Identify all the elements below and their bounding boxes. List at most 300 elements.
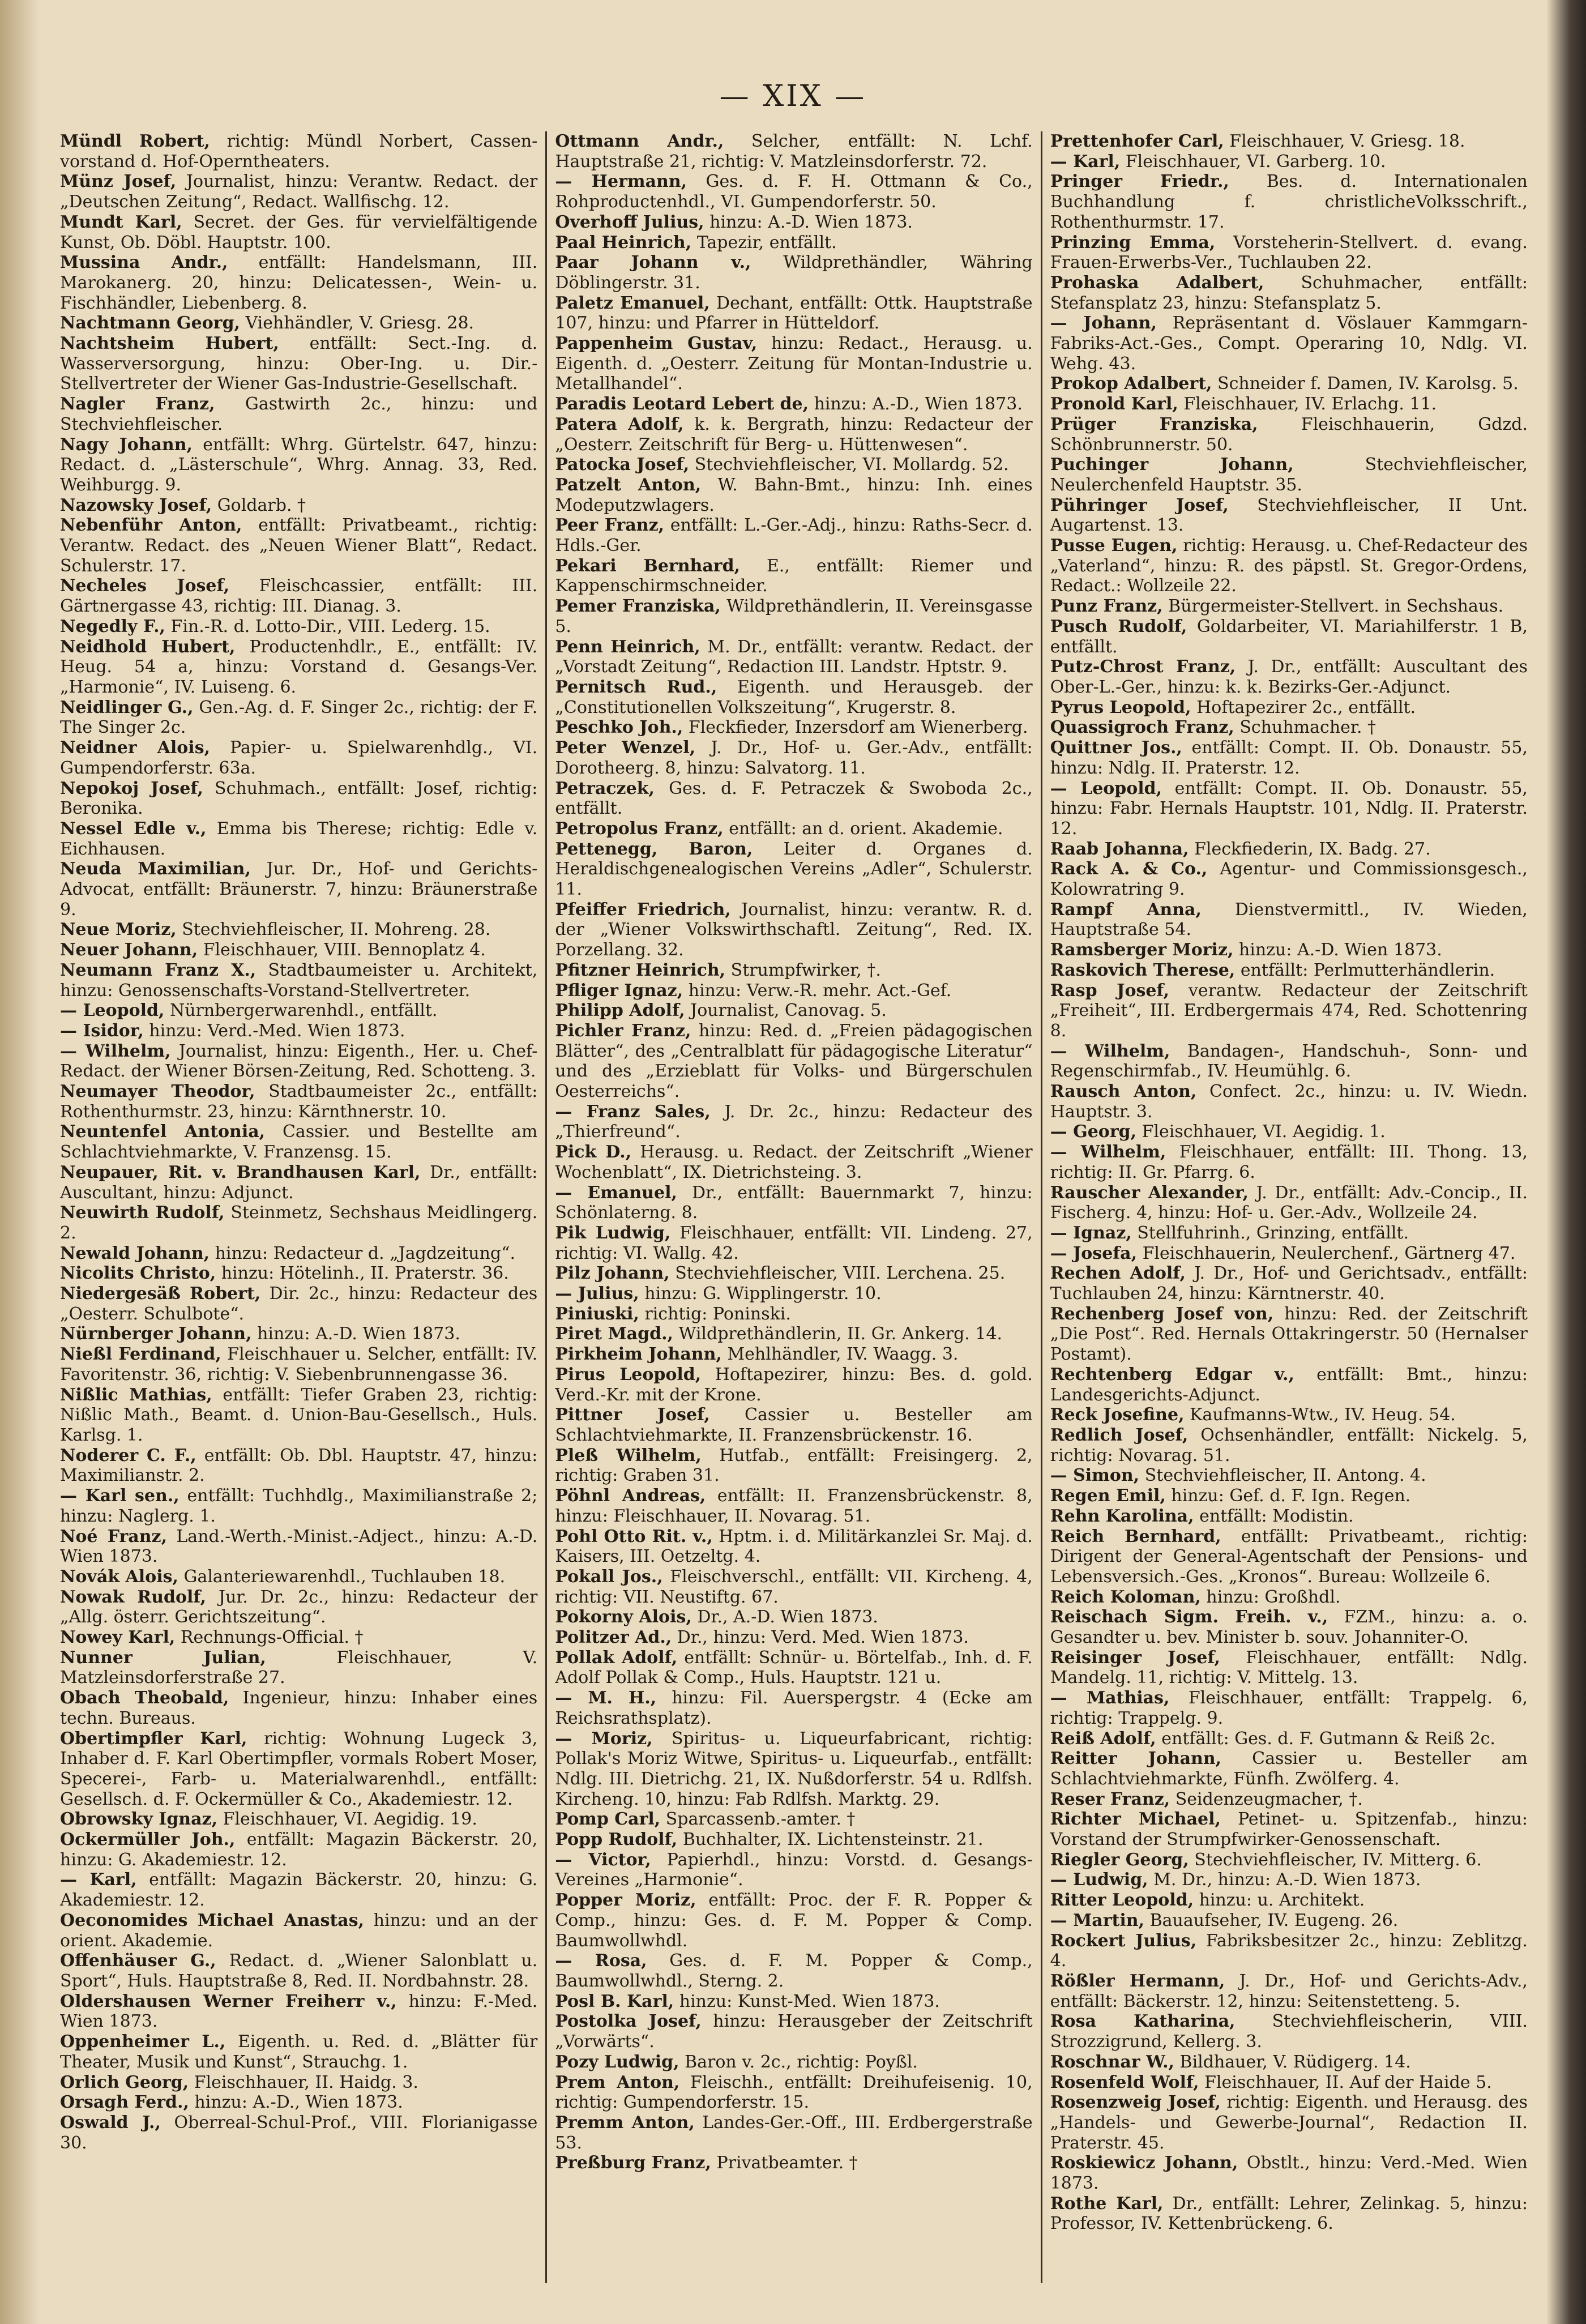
entry-name: Pusch Rudolf, [1050,616,1187,636]
entry-name: Obach Theobald, [60,1688,229,1708]
entry-text: Petinet- u. Spitzenfab., hinzu: Vorstand der Strumpfwirker-Genossenschaft. [1050,1809,1528,1850]
entry-name: — Martin, [1050,1910,1145,1930]
entry-name: Pichler Franz, [555,1020,691,1041]
directory-entry [555,131,1032,172]
entry-name: Postolka Josef, [555,2011,702,2032]
entry-text: Dienstvermittl., IV. Wieden, Hauptstraße 54. [1050,899,1528,940]
entry-name: Obertimpfler Karl, [60,1728,247,1749]
directory-entry [60,1992,537,2032]
directory-entry [555,1567,1032,1607]
entry-text: k. k. Bergrath, hinzu: Redacteur der „Oesterr. Zeitschrift für Berg- u. Hüttenwesen“. [555,414,1033,455]
entry-text: hinzu: Verw.-R. mehr. Act.-Gef. [683,980,952,1001]
directory-entry [60,1163,537,1203]
entry-text: Eigenth. u. Red. d. „Blätter für Theater, Musik und Kunst“, Strauchg. 1. [60,2032,538,2072]
entry-text: Stechviehfleischer, VIII. Lerchena. 25. [669,1263,1006,1284]
entry-name: — Simon, [1050,1466,1140,1486]
entry-text: Dr., hinzu: Verd. Med. Wien 1873. [672,1627,969,1648]
entry-name: Prüger Franziska, [1050,414,1258,434]
directory-entry [60,172,537,212]
directory-entry [555,2153,1032,2173]
entry-text: Schneider f. Damen, IV. Karolsg. 5. [1212,374,1519,394]
entry-name: Negedly F., [60,616,165,636]
entry-text: Fleischhauer, V. Griesg. 18. [1224,131,1465,151]
entry-text: Stadtbaumeister 2c., entfällt: Rothenthurmstr. 23, hinzu: Kärnthnerstr. 10. [60,1082,538,1122]
entry-name: Patera Adolf, [555,414,684,434]
entry-name: Rauscher Alexander, [1050,1182,1249,1203]
entry-text: entfällt: Tiefer Graben 23, richtig: Nißlic Math., Beamt. d. Union-Bau-Gesellsch., Huls. Karlsg. 1. [60,1385,538,1445]
directory-entry [60,576,537,616]
entry-name: Premm Anton, [555,2112,695,2133]
directory-entry [60,1001,537,1021]
entry-name: Reich Koloman, [1050,1587,1201,1607]
entry-text: Stechviehfleischer, VI. Mollardg. 52. [689,455,1009,475]
directory-entry [60,637,537,698]
entry-name: Petraczek, [555,778,655,798]
entry-name: Noé Franz, [60,1526,168,1547]
entry-name: Preßburg Franz, [555,2153,711,2173]
directory-entry [1050,131,1528,152]
entry-name: Neidner Alois, [60,738,211,758]
entry-text: entfällt: Modistin. [1194,1506,1354,1526]
entry-text: Leiter d. Organes d. Heraldischgenealogischen Vereins „Adler“, Schulerstr. 11. [555,839,1033,900]
entry-text: Ochsenhändler, entfällt: Nickelg. 5, richtig: Novarag. 51. [1050,1425,1528,1466]
directory-entry [1050,960,1528,981]
entry-text: hinzu: F.-Med. Wien 1873. [60,1991,538,2032]
directory-entry [555,839,1032,900]
entry-name: Popp Rudolf, [555,1830,678,1850]
entry-name: Nicolits Christo, [60,1263,216,1284]
entry-name: Nagy Johann, [60,434,193,455]
entry-name: — Leopold, [1050,778,1162,798]
entry-text: entfällt: Schnür- u. Börtelfab., Inh. d. F. Adolf Pollak & Comp., Huls. Hauptstr. 121 u. [555,1647,1033,1688]
directory-entry [60,1344,537,1385]
directory-entry [1050,1527,1528,1587]
entry-name: Roschnar W., [1050,2052,1174,2072]
entry-text: hinzu: u. Architekt. [1194,1890,1365,1911]
entry-text: Wildprethändler, Währing Döblingerstr. 31. [555,253,1033,293]
entry-text: Fleckfieder, Inzersdorf am Wienerberg. [683,717,1028,738]
directory-entry [1050,1870,1528,1890]
directory-entry [60,698,537,738]
entry-text: Land.-Werth.-Minist.-Adject., hinzu: A.-D. Wien 1873. [60,1526,538,1567]
entry-text: Fleischhauer, VI. Aegidig. 1. [1136,1122,1386,1142]
directory-entry [60,1041,537,1082]
entry-text: Agentur- und Commissionsgesch., Kolowratring 9. [1050,859,1528,900]
entry-text: entfällt: Magazin Bäckerstr. 20, hinzu: G. Akademiestr. 12. [60,1830,538,1870]
entry-name: Prohaska Adalbert, [1050,272,1264,293]
entry-text: Fleischverschl., entfällt: VII. Kircheng. 4, richtig: VII. Neustiftg. 67. [555,1566,1033,1607]
entry-name: Prinzing Emma, [1050,232,1216,253]
entry-text: Fleischhauer, II. Auf der Haide 5. [1199,2072,1492,2092]
entry-text: hinzu: und an der orient. Akademie. [60,1910,538,1951]
entry-text: Dr., entfällt: Bauernmarkt 7, hinzu: Schönlaterng. 8. [555,1182,1033,1223]
entry-text: entfällt: Bmt., hinzu: Landesgerichts-Adjunct. [1050,1364,1528,1405]
entry-name: Quassigroch Franz, [1050,717,1234,738]
directory-entry [60,435,537,495]
directory-entry [555,1142,1032,1182]
directory-entry [1050,536,1528,596]
entry-text: Journalist, hinzu: Verantw. Redact. der „Deutschen Zeitung“, Redact. Wallfischg. 12. [60,172,538,212]
entry-text: Viehhändler, V. Griesg. 28. [240,313,474,334]
entry-text: Fleischhauer, entfällt: VII. Lindeng. 27, richtig: VI. Wallg. 42. [555,1223,1033,1263]
directory-entry [60,1911,537,1951]
directory-entry [60,1648,537,1688]
entry-name: Reiß Adolf, [1050,1728,1156,1749]
directory-entry [60,2073,537,2093]
directory-entry [1050,900,1528,940]
directory-entry [1050,394,1528,415]
entry-name: Paar Johann v., [555,253,751,273]
directory-entry [60,334,537,394]
entry-name: Neuer Johann, [60,940,198,960]
directory-entry [555,2052,1032,2073]
entry-text: Fleischhauer, VI. Aegidig. 19. [217,1809,477,1830]
directory-entry [60,1527,537,1567]
entry-name: Reser Franz, [1050,1789,1170,1809]
directory-entry [60,1203,537,1243]
entry-text: verantw. Redacteur der Zeitschrift „Freiheit“, III. Erdbergermais 474, Red. Schottenring 8. [1050,980,1528,1041]
directory-entry [555,1365,1032,1405]
directory-entry [1050,1607,1528,1647]
directory-entry [1050,2073,1528,2093]
entry-text: entfällt: Ob. Dbl. Hauptstr. 47, hinzu: Maximilianstr. 2. [60,1445,538,1486]
directory-entry [60,253,537,313]
directory-entry [1050,455,1528,495]
directory-entry [60,920,537,940]
entry-name: Putz-Chrost Franz, [1050,657,1236,677]
directory-entry [555,738,1032,778]
entry-text: Stechviehfleischer, IV. Mitterg. 6. [1189,1849,1482,1870]
entry-name: Mündl Robert, [60,131,210,151]
directory-entry [1050,1082,1528,1122]
entry-text: E., entfällt: Riemer und Kappenschirmschneider. [555,556,1033,596]
entry-name: Orsagh Ferd., [60,2092,189,2113]
entry-name: Rechenberg Josef von, [1050,1304,1274,1324]
entry-text: Fleischhauer, V. Matzleinsdorferstraße 27. [60,1647,538,1688]
directory-entry [60,1627,537,1648]
directory-entry [555,2011,1032,2052]
entry-name: Paradis Leotard Lebert de, [555,394,809,415]
entry-text: entfällt: L.-Ger.-Adj., hinzu: Raths-Secr. d. Hdls.-Ger. [555,515,1033,556]
entry-name: Noderer C. F., [60,1445,196,1466]
entry-name: Raab Johanna, [1050,839,1189,859]
entry-text: Fleischhauer u. Selcher, entfällt: IV. Favoritenstr. 36, richtig: V. Siebenbrunnengasse 36. [60,1344,538,1385]
directory-entry [60,1486,537,1526]
entry-text: hinzu: Fil. Auerspergstr. 4 (Ecke am Reichsrathsplatz). [555,1688,1033,1728]
page-edge [1546,0,1586,2324]
directory-entry [555,779,1032,819]
directory-entry [555,1830,1032,1850]
entry-text: Fleischhauer, entfällt: III. Thong. 13, richtig: II. Gr. Pfarrg. 6. [1050,1142,1528,1182]
entry-name: Penn Heinrich, [555,636,700,657]
entry-name: Nowey Karl, [60,1627,176,1648]
entry-name: Pollak Adolf, [555,1647,678,1668]
entry-text: Stadtbaumeister u. Architekt, hinzu: Genossenschafts-Vorstand-Stellvertreter. [60,960,538,1001]
entry-text: Selcher, entfällt: N. Lchf. Hauptstraße 21, richtig: V. Matzleinsdorferstr. 72. [555,131,1033,172]
entry-name: Pokall Jos., [555,1566,663,1587]
entry-text: Fleischhauerin, Neulerchenf., Gärtnerg 47. [1137,1243,1516,1263]
directory-entry [555,1001,1032,1021]
entry-name: Neue Moriz, [60,920,177,940]
entry-name: Rosenfeld Wolf, [1050,2072,1199,2092]
directory-entry [555,1021,1032,1102]
entry-name: Necheles Josef, [60,576,230,596]
entry-name: Piniuski, [555,1304,639,1324]
directory-entry [1050,1183,1528,1223]
entry-text: Cassier u. Besteller am Schlachtviehmarkte, Fünfh. Zwölferg. 4. [1050,1749,1528,1789]
directory-entry [555,1324,1032,1344]
entry-name: Nazowsky Josef, [60,495,212,515]
directory-entry [1050,313,1528,374]
entry-name: — Josefa, [1050,1243,1138,1263]
directory-entry [1050,1749,1528,1789]
entry-name: Pik Ludwig, [555,1223,671,1243]
directory-entry [60,1082,537,1122]
entry-text: Schuhmach., entfällt: Josef, richtig: Beronika. [60,778,538,819]
entry-name: — Wilhelm, [1050,1142,1166,1163]
entry-text: Stechviehfleischer, II. Mohreng. 28. [176,920,491,940]
entry-name: Riegler Georg, [1050,1849,1189,1870]
directory-entry [1050,1890,1528,1911]
entry-text: hinzu: Gef. d. F. Ign. Regen. [1165,1486,1411,1506]
entry-text: Redact. d. „Wiener Salonblatt u. Sport“, Huls. Hauptstraße 8, Red. II. Nordbahnstr. 28. [60,1951,538,1991]
entry-name: Paletz Emanuel, [555,293,710,313]
entry-text: hinzu: G. Wipplingerstr. 10. [639,1284,882,1304]
entry-text: Papier- u. Spielwarenhdlg., VI. Gumpendorferstr. 63a. [60,738,538,778]
directory-entry [1050,1405,1528,1425]
directory-entry [60,2092,537,2113]
entry-name: Ritter Leopold, [1050,1890,1194,1911]
entry-text: entfällt: Magazin Bäckerstr. 20, hinzu: G. Akademiestr. 12. [60,1870,538,1911]
entry-text: Hptm. i. d. Militärkanzlei Sr. Maj. d. Kaisers, III. Oetzeltg. 4. [555,1526,1033,1567]
entry-name: Rothe Karl, [1050,2193,1164,2214]
directory-entry [555,293,1032,334]
directory-entry [60,1122,537,1162]
directory-entry [1050,1263,1528,1304]
directory-entry [555,515,1032,556]
entry-text: Fleischh., entfällt: Dreihufeisenig. 10, richtig: Gumpendorferstr. 15. [555,2072,1033,2113]
entry-text: entfällt: Ges. d. F. Gutmann & Reiß 2c. [1156,1728,1495,1749]
directory-entry [1050,1304,1528,1365]
entry-text: Seidenzeugmacher, †. [1170,1789,1363,1809]
entry-text: Bandagen-, Handschuh-, Sonn- und Regenschirmfab., IV. Heumühlg. 6. [1050,1041,1528,1082]
entry-name: Rausch Anton, [1050,1082,1197,1102]
directory-entry [1050,617,1528,657]
entry-name: — M. H., [555,1688,657,1708]
entry-text: hinzu: A.-D. Wien 1873. [1233,940,1442,960]
entry-text: Nürnbergerwarenhdl., entfällt. [164,1001,438,1021]
entry-text: Cassier. und Bestellte am Schlachtviehmarkte, V. Franzensg. 15. [60,1122,538,1163]
entry-text: Buchhalter, IX. Lichtensteinstr. 21. [677,1830,984,1850]
entry-text: Dr., entfällt: Lehrer, Zelinkag. 5, hinzu: Professor, IV. Kettenbrückeng. 6. [1050,2193,1528,2234]
entry-name: Nißlic Mathias, [60,1385,212,1405]
entry-text: Fleischhauer, II. Haidg. 3. [189,2072,418,2092]
entry-text: Gen.-Ag. d. F. Singer 2c., richtig: der F. The Singer 2c. [60,697,538,738]
entry-name: Peter Wenzel, [555,738,696,758]
directory-entry [60,1284,537,1324]
entry-text: entfällt: Proc. der F. R. Popper & Comp., hinzu: Ges. d. F. M. Popper & Comp. Baumwollwhdl. [555,1890,1033,1951]
entry-text: M. Dr., entfällt: verantw. Redact. der „Vorstadt Zeitung“, Redaction III. Landstr. Hptstr. 9. [555,636,1033,677]
entry-text: Emma bis Therese; richtig: Edle v. Eichhausen. [60,818,538,859]
directory-entry [555,334,1032,394]
entry-name: — Franz Sales, [555,1101,711,1122]
entry-name: Pfeiffer Friedrich, [555,899,731,920]
entry-name: — Hermann, [555,172,687,192]
entry-name: Pirus Leopold, [555,1364,702,1385]
entry-text: hinzu: Red. der Zeitschrift „Die Post“. Red. Hernals Ottakringerstr. 50 (Hernalser Postamt). [1050,1304,1528,1365]
entry-name: Nürnberger Johann, [60,1324,252,1344]
directory-entry [1050,172,1528,232]
directory-entry [60,1951,537,1991]
entry-text: Confect. 2c., hinzu: u. IV. Wiedn. Hauptstr. 3. [1050,1082,1528,1122]
directory-entry [555,1809,1032,1830]
entry-text: Mehlhändler, IV. Waagg. 3. [721,1344,959,1365]
entry-name: Pfitzner Heinrich, [555,960,726,980]
entry-text: hinzu: Redacteur d. „Jagdzeitung“. [210,1243,515,1263]
entry-name: Nagler Franz, [60,394,215,415]
directory-entry [555,475,1032,515]
entry-name: Ramsberger Moriz, [1050,940,1234,960]
entry-name: Pirkheim Johann, [555,1344,722,1365]
entry-name: Nepokoj Josef, [60,778,203,798]
directory-entry [555,1850,1032,1890]
entry-name: Rosa Katharina, [1050,2011,1236,2032]
entry-text: Privatbeamter. † [711,2153,858,2173]
directory-entry [555,1627,1032,1648]
directory-entry [60,394,537,434]
directory-entry [60,495,537,516]
entry-name: Reck Josefine, [1050,1405,1185,1425]
entry-text: Spiritus- u. Liqueurfabricant, richtig: Pollak's Moriz Witwe, Spiritus- u. Liqueurfab., entfällt: Ndlg. III. Dietrichg. 21, IX. Nußdorferstr. 54 u. Rdlfsh. Kircheng. 10, hinzu: Fab Rdlfsh. Marktg. 29. [555,1728,1033,1809]
entry-name: Nessel Edle v., [60,818,207,839]
directory-entry [60,1809,537,1830]
entry-name: Neuntenfel Antonia, [60,1122,266,1142]
directory-entry [1050,374,1528,394]
directory-entry [1050,1911,1528,1931]
entry-text: richtig: Poninski. [639,1304,791,1324]
page-number: — XIX — [719,79,867,113]
directory-entry [1050,2052,1528,2073]
entry-text: Stechviehfleischer, II Unt. Augartenst. 13. [1050,495,1528,536]
entry-name: — Johann, [1050,313,1157,334]
entry-text: hinzu: Kunst-Med. Wien 1873. [674,1991,940,2011]
directory-entry [1050,233,1528,273]
entry-text: Stechviehfleischerin, VIII. Strozzigrund, Kellerg. 3. [1050,2011,1528,2052]
entry-name: — Ludwig, [1050,1870,1148,1890]
entry-name: Obrowsky Ignaz, [60,1809,218,1830]
directory-entry [1050,1122,1528,1142]
entry-text: Wildprethändlerin, II. Vereinsgasse 5. [555,596,1033,636]
entry-text: Eigenth. und Herausgeb. der „Constitutionellen Volkszeitung“, Krugerstr. 8. [555,677,1033,717]
entry-text: Fleischhauer, VIII. Bennoplatz 4. [198,940,486,960]
entry-text: Rechnungs-Official. † [175,1627,364,1648]
entry-text: Baron v. 2c., richtig: Poyßl. [679,2052,918,2072]
entry-text: Dr., A.-D. Wien 1873. [691,1607,878,1627]
directory-entry [1050,1809,1528,1849]
entry-name: Reischach Sigm. Freih. v., [1050,1607,1328,1627]
entry-name: Rosenzweig Josef, [1050,2092,1221,2113]
directory-entry [555,1607,1032,1627]
directory-entry [1050,1688,1528,1728]
directory-entry [60,1688,537,1728]
directory-entry [555,415,1032,455]
entry-text: Papierhdl., hinzu: Vorstd. d. Gesangs-Vereines „Harmonie“. [555,1849,1033,1890]
entry-name: — Emanuel, [555,1182,677,1203]
entry-name: — Georg, [1050,1122,1137,1142]
entry-name: — Rosa, [555,1951,647,1971]
entry-name: Pemer Franziska, [555,596,721,617]
directory-entry [1050,1648,1528,1688]
directory-entry [1050,1466,1528,1486]
directory-entry [555,1102,1032,1142]
entry-name: Rechen Adolf, [1050,1263,1186,1284]
directory-entry [555,596,1032,636]
entry-name: Pyrus Leopold, [1050,697,1191,717]
entry-text: Fleischhauer, entfällt: Trappelg. 6, richtig: Trappelg. 9. [1050,1688,1528,1728]
entry-name: — Karl, [60,1870,137,1890]
entry-text: Hoftapezirer 2c., entfällt. [1191,697,1416,717]
directory-entry [1050,657,1528,697]
directory-entry [60,1446,537,1486]
directory-entry [60,940,537,960]
entry-text: J. Dr., Hof- und Gerichtsadv., entfällt: Tuchlauben 24, hinzu: Kärntnerstr. 40. [1050,1263,1528,1304]
directory-entry [555,172,1032,212]
entry-text: Ges. d. F. M. Popper & Comp., Baumwollwhdl., Sterng. 2. [555,1951,1033,1991]
directory-entry [1050,1850,1528,1870]
directory-entry [60,212,537,253]
directory-entry [555,677,1032,717]
directory-entry [555,1527,1032,1567]
entry-name: — Wilhelm, [60,1041,171,1061]
entry-name: Pöhnl Andreas, [555,1486,706,1506]
directory-entry [555,233,1032,253]
entry-name: Raskovich Therese, [1050,960,1236,980]
entry-text: entfällt: an d. orient. Akademie. [723,818,1003,839]
entry-name: Pozy Ludwig, [555,2052,679,2072]
directory-entry [1050,1587,1528,1608]
entry-name: Pringer Friedr., [1050,172,1229,192]
directory-entry [555,212,1032,233]
entry-name: Ockermüller Joh., [60,1830,236,1850]
entry-text: entfällt: Privatbeamt., richtig: Verantw. Redact. des „Neuen Wiener Blatt“, Redact. Schulerstr. 17. [60,515,538,576]
directory-entry [555,455,1032,475]
entry-name: Nunner Julian, [60,1647,266,1668]
directory-entry [1050,698,1528,718]
entry-name: Neupauer, Rit. v. Brandhausen Karl, [60,1162,421,1182]
entry-name: Oswald J., [60,2112,161,2133]
directory-entry [1050,495,1528,536]
entry-name: — Wilhelm, [1050,1041,1170,1061]
entry-text: Goldarb. † [212,495,306,515]
entry-name: Oeconomides Michael Anastas, [60,1910,365,1930]
entry-text: entfällt: Perlmutterhändlerin. [1235,960,1495,980]
entry-text: Repräsentant d. Vöslauer Kammgarn-Fabriks-Act.-Ges., Compt. Operaring 10, Ndlg. VI. Wehg. 43. [1050,313,1528,374]
directory-entry [60,1587,537,1627]
directory-entry [1050,152,1528,172]
entry-name: Quittner Jos., [1050,738,1182,758]
directory-entry [60,960,537,1001]
entry-text: Kaufmanns-Wtw., IV. Heug. 54. [1184,1405,1456,1425]
entry-text: Stellfuhrinh., Grinzing, entfällt. [1131,1223,1409,1243]
entry-text: Bes. d. Internationalen Buchhandlung f. christlicheVolksschrift., Rothenthurmstr. 17. [1050,172,1528,232]
entry-text: hinzu: Redact., Herausg. u. Eigenth. d. „Oesterr. Zeitung für Montan-Industrie u. Metallhandel“. [555,334,1033,394]
entry-text: J. Dr., Hof- und Gerichts-Adv., entfällt: Bäckerstr. 12, hinzu: Seitenstetteng. 5. [1050,1971,1528,2011]
entry-name: Pilz Johann, [555,1263,670,1284]
entry-name: Posl B. Karl, [555,1991,674,2011]
directory-entry [60,819,537,859]
entry-text: Ingenieur, hinzu: Inhaber eines techn. Bureaus. [60,1688,538,1728]
entry-text: entfällt: II. Franzensbrückenstr. 8, hinzu: Fleischhauer, II. Novarag. 51. [555,1486,1033,1526]
